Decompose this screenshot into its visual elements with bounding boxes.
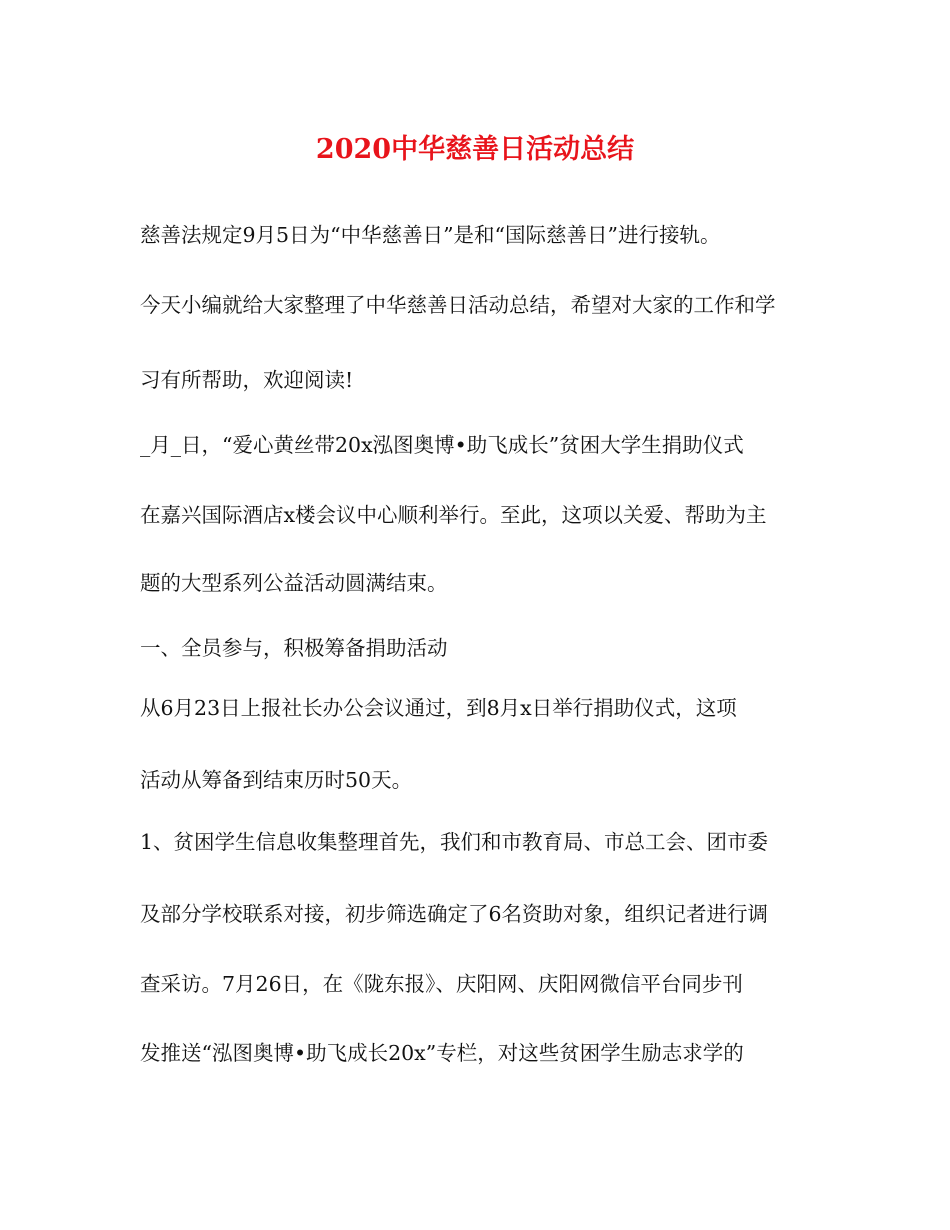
body-line-4: _月_日，“爱心黄丝带20x泓图奥博•助飞成长”贫困大学生捐助仪式 xyxy=(140,433,744,457)
body-line-13: 发推送“泓图奥博•助飞成长20x”专栏，对这些贫困学生励志求学的 xyxy=(140,1041,744,1065)
body-line-10: 1、贫困学生信息收集整理首先，我们和市教育局、市总工会、团市委 xyxy=(140,830,769,854)
body-line-8: 从6月23日上报社长办公会议通过，到8月x日举行捐助仪式，这项 xyxy=(140,696,737,720)
body-line-6: 题的大型系列公益活动圆满结束。 xyxy=(140,571,448,595)
body-line-12: 查采访。7月26日，在《陇东报》、庆阳网、庆阳网微信平台同步刊 xyxy=(140,972,743,996)
body-line-3: 习有所帮助，欢迎阅读! xyxy=(140,368,354,392)
document-title: 2020中华慈善日活动总结 xyxy=(315,134,635,165)
body-line-9: 活动从筹备到结束历时50天。 xyxy=(140,768,413,792)
section-heading-1: 一、全员参与，积极筹备捐助活动 xyxy=(140,636,448,660)
body-line-2: 今天小编就给大家整理了中华慈善日活动总结，希望对大家的工作和学 xyxy=(140,293,776,317)
body-line-1: 慈善法规定9月5日为“中华慈善日”是和“国际慈善日”进行接轨。 xyxy=(140,223,721,247)
body-line-11: 及部分学校联系对接，初步筛选确定了6名资助对象，组织记者进行调 xyxy=(140,902,769,926)
body-line-5: 在嘉兴国际酒店x楼会议中心顺利举行。至此，这项以关爱、帮助为主 xyxy=(140,503,767,527)
